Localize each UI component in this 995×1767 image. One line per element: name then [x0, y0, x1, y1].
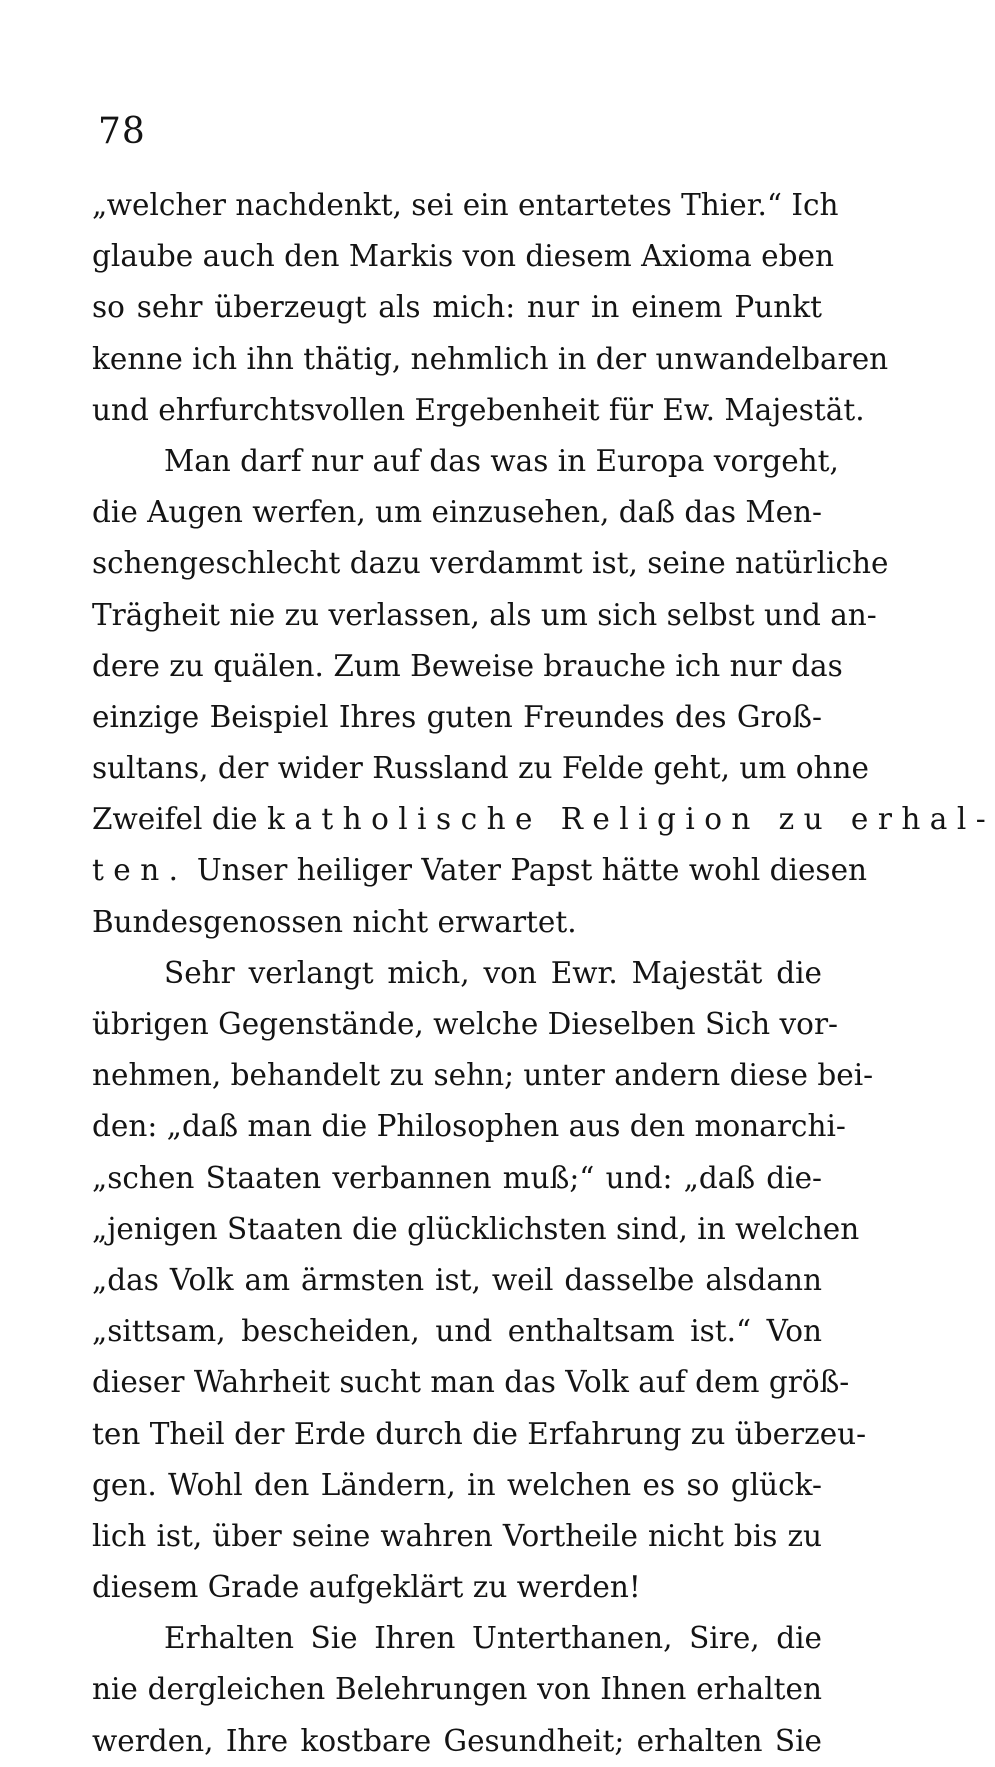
text-line: „sittsam, bescheiden, und enthaltsam ist.“ Von — [92, 1314, 822, 1349]
text-line: schengeschlecht dazu verdammt ist, seine natürliche — [92, 546, 889, 581]
text-line: dere zu quälen. Zum Beweise brauche ich nur das — [92, 648, 843, 683]
text-line: Bundesgenossen nicht erwartet. — [92, 904, 577, 939]
text-line: „schen Staaten verbannen muß;“ und: „daß die- — [92, 1160, 822, 1195]
text-line: übrigen Gegenstände, welche Dieselben Sich vor- — [92, 1007, 839, 1041]
page-number: 78 — [98, 111, 146, 152]
text-line: Sehr verlangt mich, von Ewr. Majestät die — [164, 955, 822, 990]
text-line: dieser Wahrheit sucht man das Volk auf dem größ- — [92, 1365, 850, 1400]
text-line: lich ist, über seine wahren Vortheile nicht bis zu — [92, 1518, 822, 1553]
text-line: kenne ich ihn thätig, nehmlich in der unwandelbaren — [92, 341, 889, 376]
text-line-with-emphasis — [92, 845, 868, 896]
text-line: sultans, der wider Russland zu Felde geht, um ohne — [92, 751, 869, 786]
text-line: nie dergleichen Belehrungen von Ihnen erhalten — [92, 1672, 822, 1707]
emphasized-text: ten. — [92, 853, 188, 888]
text-fragment: Zweifel die — [92, 802, 258, 837]
text-line: werden, Ihre kostbare Gesundheit; erhalten Sie — [92, 1723, 822, 1758]
text-line: glaube auch den Markis von diesem Axioma eben — [92, 239, 834, 274]
text-line: den: „daß man die Philosophen aus den monarchi- — [92, 1109, 846, 1144]
text-line: so sehr überzeugt als mich: nur in einem Punkt — [92, 290, 822, 325]
text-line: einzige Beispiel Ihres guten Freundes des Groß- — [92, 699, 822, 734]
text-line: „welcher nachdenkt, sei ein entartetes Thier.“ Ich — [92, 188, 839, 222]
page-text — [92, 180, 995, 1767]
text-line: ten Theil der Erde durch die Erfahrung zu überzeu- — [92, 1416, 867, 1451]
text-line: Erhalten Sie Ihren Unterthanen, Sire, die — [164, 1621, 822, 1656]
text-line: nehmen, behandelt zu sehn; unter andern diese bei- — [92, 1058, 874, 1093]
text-line: und ehrfurchtsvollen Ergebenheit für Ew. Majestät. — [92, 392, 865, 427]
text-line: diesem Grade aufgeklärt zu werden! — [92, 1570, 641, 1605]
text-fragment: Unser heiliger Vater Papst hätte wohl diesen — [196, 853, 868, 888]
emphasized-text: katholische Religion zu erhal- — [267, 802, 995, 837]
text-line: „das Volk am ärmsten ist, weil dasselbe alsdann — [92, 1262, 822, 1297]
text-line: Man darf nur auf das was in Europa vorgeht, — [164, 443, 839, 478]
text-line: gen. Wohl den Ländern, in welchen es so glück- — [92, 1467, 822, 1502]
text-line: Trägheit nie zu verlassen, als um sich selbst und an- — [92, 597, 877, 632]
text-line-with-emphasis — [92, 794, 995, 845]
text-line: „jenigen Staaten die glücklichsten sind, in welchen — [92, 1211, 860, 1246]
text-line: die Augen werfen, um einzusehen, daß das Men- — [92, 495, 822, 530]
